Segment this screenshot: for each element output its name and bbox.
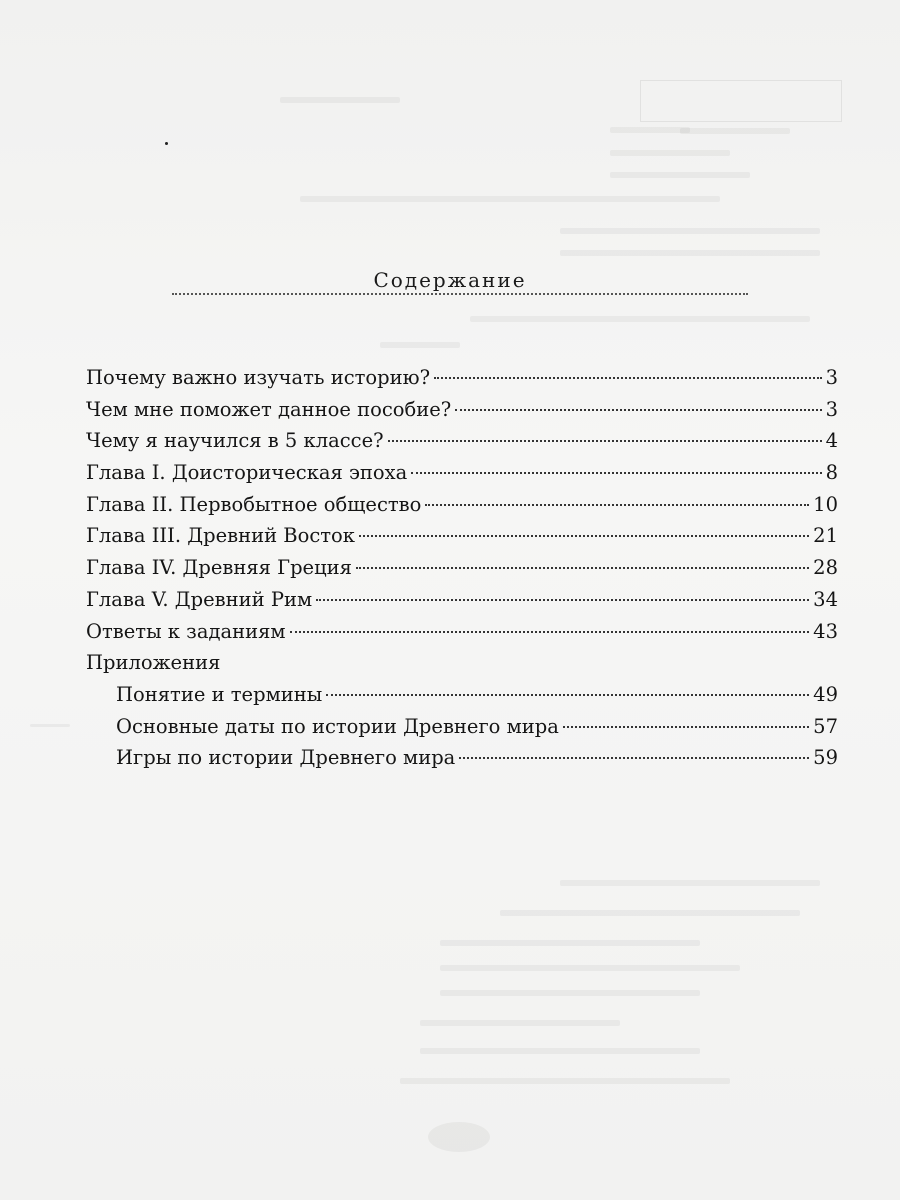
bleed-through-line — [560, 250, 820, 256]
dot-leader — [290, 631, 810, 633]
toc-entry-title: Глава I. Доисторическая эпоха — [86, 461, 408, 485]
dot-leader — [359, 535, 809, 537]
dot-leader — [563, 726, 809, 728]
toc-subentry[interactable] — [86, 742, 838, 774]
page-number-oval — [428, 1122, 490, 1152]
toc-entry-page: 43 — [813, 619, 838, 643]
toc-entry[interactable] — [86, 457, 838, 489]
dot-leader — [316, 599, 809, 601]
toc-section-heading[interactable] — [86, 647, 838, 679]
toc-entry-title: Основные даты по истории Древнего мира — [116, 714, 559, 738]
toc-entry-page: 8 — [825, 461, 838, 485]
bleed-through-line — [610, 127, 690, 133]
bleed-through-line — [400, 1078, 730, 1084]
bleed-through-line — [440, 940, 700, 946]
bleed-through-line — [280, 97, 400, 103]
ink-speck — [165, 142, 168, 145]
bleed-through-line — [610, 150, 730, 156]
toc-entry-title: Глава V. Древний Рим — [86, 587, 313, 611]
toc-entry-title: Почему важно изучать историю? — [86, 366, 431, 389]
toc-entry[interactable] — [86, 425, 838, 457]
toc-entry-page: 4 — [825, 429, 838, 453]
bleed-through-line — [470, 316, 810, 322]
bleed-through-line — [440, 965, 740, 971]
bleed-through-line — [420, 1048, 700, 1054]
toc-entry-title: Глава IV. Древняя Греция — [86, 556, 352, 580]
toc-entry-page: 59 — [813, 746, 838, 770]
bleed-through-box — [640, 80, 842, 122]
bleed-through-line — [30, 724, 70, 727]
dot-leader — [459, 757, 809, 759]
toc-entry[interactable] — [86, 584, 838, 616]
toc-entry-page: 34 — [813, 587, 838, 611]
bleed-through-line — [560, 228, 820, 234]
bleed-through-line — [680, 128, 790, 134]
table-of-contents — [86, 362, 838, 774]
toc-entry-page: 21 — [813, 524, 838, 548]
dot-leader — [356, 567, 809, 569]
toc-entry-page: 57 — [813, 714, 838, 738]
toc-entry[interactable] — [86, 552, 838, 584]
toc-entry-title: Чем мне поможет данное пособие? — [86, 397, 452, 421]
toc-entry-page: 10 — [813, 492, 838, 516]
toc-entry-title: Глава II. Первобытное общество — [86, 492, 422, 516]
toc-entry[interactable] — [86, 394, 838, 426]
toc-entry[interactable] — [86, 616, 838, 648]
toc-subentry[interactable] — [86, 679, 838, 711]
toc-entry[interactable] — [86, 489, 838, 521]
toc-entry-page: 49 — [813, 682, 838, 706]
dot-leader — [411, 472, 821, 474]
bleed-through-line — [440, 990, 700, 996]
dot-leader — [434, 377, 822, 379]
title-dotted-rule — [172, 293, 748, 295]
toc-entry-title: Чему я научился в 5 классе? — [86, 429, 384, 453]
bleed-through-line — [560, 880, 820, 886]
toc-subentry[interactable] — [86, 711, 838, 743]
toc-entry-title: Ответы к заданиям — [86, 619, 286, 643]
bleed-through-line — [300, 196, 720, 202]
toc-section-title: Приложения — [86, 651, 221, 675]
toc-entry-title: Игры по истории Древнего мира — [116, 746, 456, 770]
toc-entry[interactable] — [86, 520, 838, 552]
dot-leader — [425, 504, 809, 506]
bleed-through-line — [420, 1020, 620, 1026]
dot-leader — [388, 440, 822, 442]
page-title: Содержание — [373, 268, 527, 292]
bleed-through-line — [380, 342, 460, 348]
toc-entry-title: Понятие и термины — [116, 682, 323, 706]
bleed-through-line — [610, 172, 750, 178]
toc-entry[interactable] — [86, 362, 838, 394]
dot-leader — [326, 694, 809, 696]
bleed-through-line — [500, 910, 800, 916]
toc-entry-page: 28 — [813, 556, 838, 580]
dot-leader — [455, 409, 821, 411]
toc-entry-title: Глава III. Древний Восток — [86, 524, 355, 548]
toc-entry-page: 3 — [825, 366, 838, 389]
toc-entry-page: 3 — [825, 397, 838, 421]
